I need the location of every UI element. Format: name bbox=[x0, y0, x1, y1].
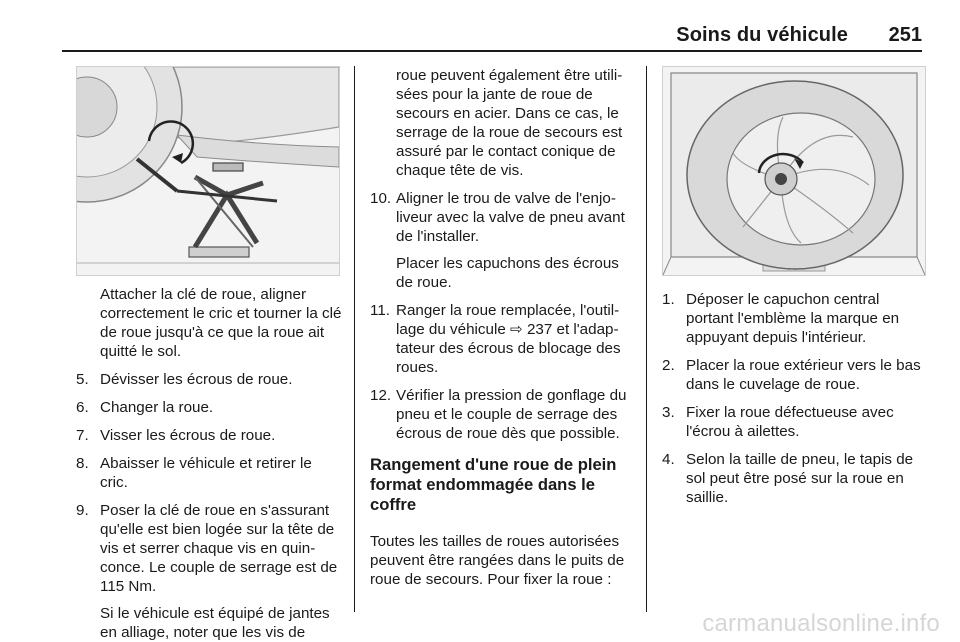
arrow-reference-icon[interactable]: ⇨ bbox=[510, 321, 523, 338]
figure-caption: Attacher la clé de roue, aligner correctement le cric et tourner la clé de roue jusqu'à ce que la roue ait quitté le sol. bbox=[100, 286, 342, 360]
site-watermark: carmanualsonline.info bbox=[702, 610, 940, 637]
jack-lifting-drawing bbox=[77, 67, 339, 275]
section-subheading: Rangement d'une roue de plein format endommagée dans le coffre bbox=[370, 455, 617, 514]
step-10: 10. Aligner le trou de valve de l'enjo‑ liveur avec la valve de pneu avant de l'installer. Placer les capuchons des écrous de roue. bbox=[370, 189, 634, 292]
step-3: 3. Fixer la roue défectueuse avec l'écrou à ailettes. bbox=[662, 404, 894, 440]
step-1: 1. Déposer le capuchon central portant l'emblème la marque en appuyant depuis l'intérieur. bbox=[662, 291, 900, 346]
step-12: 12. Vérifier la pression de gonflage du pneu et le couple de serrage des écrous de roue dès que possible. bbox=[370, 387, 627, 442]
column-divider-right bbox=[646, 66, 647, 612]
step-4: 4. Selon la taille de pneu, le tapis de sol peut être posé sur la roue en saillie. bbox=[662, 451, 914, 506]
header-rule bbox=[62, 50, 922, 52]
step-5: 5. Dévisser les écrous de roue. bbox=[76, 371, 293, 388]
page-header bbox=[0, 0, 960, 56]
step-8: 8. Abaisser le véhicule et retirer le cric. bbox=[76, 455, 312, 491]
spare-wheel-well-illustration bbox=[662, 66, 926, 276]
step-9: 9. Poser la clé de roue en s'assurant qu'elle est bien logée sur la tête de vis et serrer chaque vis en quin‑ conce. Le couple de serrage est de 115 Nm. Si le véhicule est équipé de jantes en alliage, noter que les vis de bbox=[76, 501, 342, 642]
step-10-note: Placer les capuchons des écrous de roue. bbox=[396, 255, 619, 291]
step-9-note: Si le véhicule est équipé de jantes en alliage, noter que les vis de bbox=[100, 605, 330, 641]
wheel-in-trunk-drawing bbox=[663, 67, 925, 275]
step-2: 2. Placer la roue extérieur vers le bas dans le cuvelage de roue. bbox=[662, 357, 921, 393]
step-11: 11. Ranger la roue remplacée, l'outil‑ lage du véhicule ⇨ 237 et l'adap‑ tateur des écrous de blocage des roues. bbox=[370, 302, 621, 376]
steps-list-right bbox=[662, 290, 928, 507]
page-number: 251 bbox=[888, 24, 922, 46]
continuation-text: roue peuvent également être utili‑ sées pour la jante de roue de secours en acier. Dans ce cas, le serrage de la roue de secours est assuré par le contact conique de chaque tête de vis. bbox=[396, 67, 623, 179]
section-title: Soins du véhicule bbox=[676, 24, 848, 46]
left-column bbox=[76, 66, 342, 642]
steps-list-left bbox=[76, 370, 342, 642]
right-column bbox=[662, 66, 928, 507]
middle-column bbox=[370, 66, 634, 589]
step-7: 7. Visser les écrous de roue. bbox=[76, 427, 276, 444]
jack-illustration bbox=[76, 66, 340, 276]
step-6: 6. Changer la roue. bbox=[76, 399, 214, 416]
body-paragraph: Toutes les tailles de roues autorisées peuvent être rangées dans le puits de roue de secours. Pour fixer la roue : bbox=[370, 532, 625, 588]
column-divider-left bbox=[354, 66, 355, 612]
steps-list-middle bbox=[370, 189, 634, 443]
